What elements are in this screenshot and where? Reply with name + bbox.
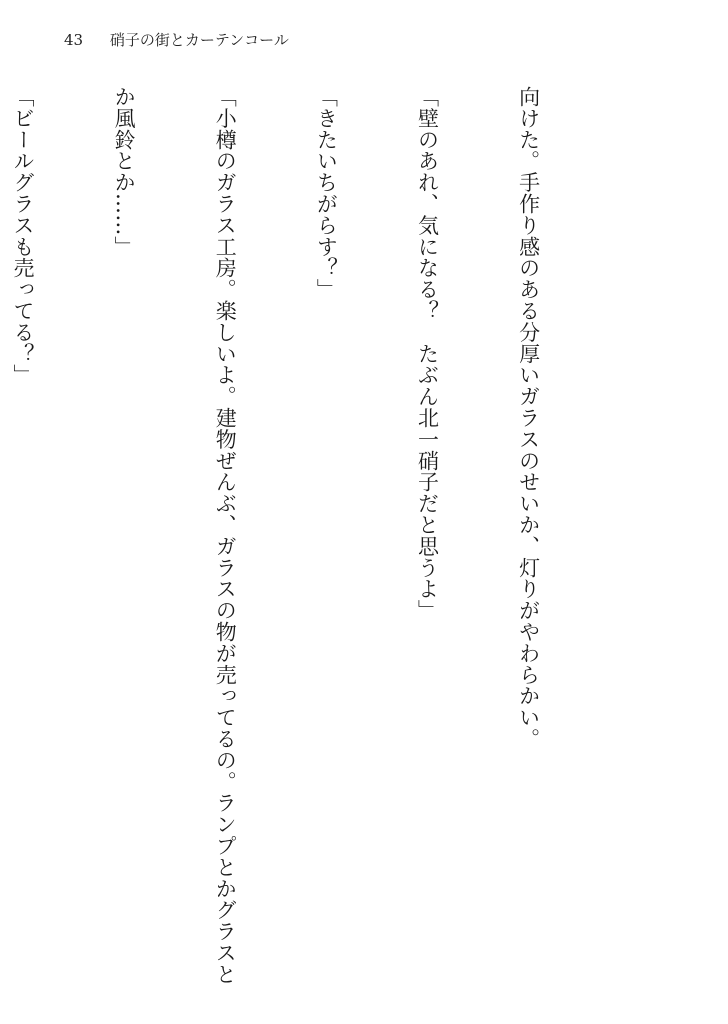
text-line: 向けた。手作り感のある分厚いガラスのせいか、灯りがやわらかい。 <box>516 86 541 750</box>
page-number: 43 <box>64 31 84 49</box>
vertical-text-block <box>11 86 612 985</box>
text-line: 「壁のあれ、気になる？ たぶん北一硝子だと思うよ」 <box>415 86 440 621</box>
text-line: 「きたいちがらす？」 <box>314 86 339 300</box>
text-line: か風鈴とか……」 <box>112 86 137 258</box>
chapter-title: 硝子の街とカーテンコール <box>109 31 289 49</box>
running-header <box>64 30 289 50</box>
text-line: 「小樽のガラス工房。楽しいよ。建物ぜんぶ、ガラスの物が売ってるの。ランプとかグラスと <box>213 86 238 985</box>
text-line: 「ビールグラスも売ってる？」 <box>11 86 36 386</box>
